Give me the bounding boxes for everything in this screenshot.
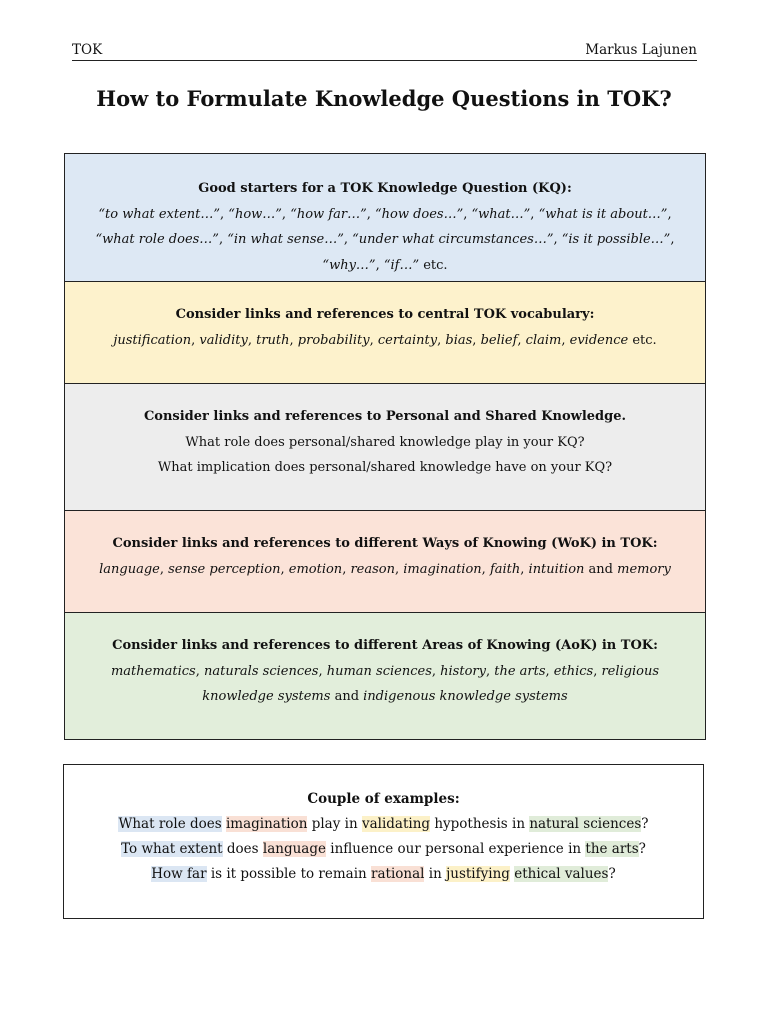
list-term: belief: [480, 332, 518, 348]
example-question: [64, 862, 703, 887]
list-term: certainty: [377, 332, 438, 348]
list-term: imagination: [403, 561, 482, 577]
list-term: “how far…”: [290, 206, 367, 222]
section-heading: Consider links and references to Personal and Shared Knowledge.: [143, 409, 627, 424]
list-term: evidence: [569, 332, 629, 348]
section-line: What role does personal/shared knowledge play in your KQ?: [185, 434, 585, 450]
header-author: Markus Lajunen: [585, 42, 697, 58]
list-term: bias: [445, 332, 473, 348]
list-term: truth: [256, 332, 290, 348]
list-term: claim: [525, 332, 562, 348]
guidance-boxes: [64, 153, 706, 740]
list-term: probability: [297, 332, 370, 348]
list-term: “to what extent…”: [98, 206, 221, 222]
highlighted-term: To what extent: [121, 841, 223, 857]
shared-knowledge-section: [65, 384, 705, 511]
starters-section: [65, 154, 705, 282]
list-term: validity: [199, 332, 248, 348]
list-term: “is it possible…”: [561, 232, 671, 247]
list-term: ethics: [553, 663, 594, 679]
list-term: “what role does…”: [95, 232, 219, 247]
list-term: naturals sciences: [204, 663, 319, 679]
aok-list: mathematics, naturals sciences, human sciences, history, the arts, ethics, religious knowledge systems and indigenous knowledge systems: [110, 663, 660, 704]
list-term: reason: [350, 561, 395, 577]
list-term: religious knowledge systems: [202, 663, 660, 704]
list-term: “in what sense…”: [227, 232, 344, 247]
section-line: What implication does personal/shared knowledge have on your KQ?: [157, 460, 613, 475]
example-text: ?: [638, 841, 646, 857]
example-question: [64, 837, 703, 862]
list-term: justification: [113, 332, 192, 348]
list-term: intuition: [528, 561, 585, 577]
list-term: memory: [617, 561, 671, 577]
example-lines: [64, 812, 703, 887]
list-term: “under what circumstances…”: [352, 232, 554, 247]
list-term: “if…”: [383, 257, 420, 273]
aok-section: [65, 613, 705, 739]
starters-list: “to what extent…”, “how…”, “how far…”, “how does…”, “what…”, “what is it about…”, “what role does…”, “in what sense…”, “under what circumstances…”, “is it possible…”, “why…”, “if…” etc.: [95, 206, 675, 273]
list-term: “what is it about…”: [538, 206, 668, 222]
highlighted-term: What role does: [118, 816, 222, 832]
list-term: the arts: [494, 663, 546, 679]
page-header: [72, 42, 697, 61]
example-text: does: [222, 841, 263, 857]
highlighted-term: How far: [151, 866, 207, 882]
section-heading: Consider links and references to central TOK vocabulary:: [175, 307, 595, 322]
section-heading: Consider links and references to different Ways of Knowing (WoK) in TOK:: [112, 536, 658, 551]
examples-box: [63, 764, 704, 919]
highlighted-term: validating: [361, 816, 431, 832]
example-text: ?: [641, 816, 649, 832]
examples-heading: Couple of examples:: [307, 791, 460, 807]
list-term: indigenous knowledge systems: [363, 689, 568, 704]
example-text: play in: [307, 816, 362, 832]
example-text: in: [424, 866, 447, 882]
highlighted-term: the arts: [585, 841, 639, 857]
list-term: human sciences: [326, 663, 432, 679]
wok-section: [65, 511, 705, 613]
example-text: is it possible to remain: [206, 866, 372, 882]
highlighted-term: justifying: [446, 866, 510, 882]
example-text: hypothesis in: [430, 816, 530, 832]
list-term: “how does…”: [374, 206, 464, 222]
example-text: influence our personal experience in: [325, 841, 586, 857]
list-term: “why…”: [322, 257, 376, 273]
highlighted-term: imagination: [225, 816, 308, 832]
vocabulary-list: justification, validity, truth, probability, certainty, bias, belief, claim, evidence etc.: [113, 332, 657, 348]
list-term: language: [99, 561, 160, 577]
highlighted-term: ethical values: [514, 866, 609, 882]
highlighted-term: language: [262, 841, 326, 857]
list-term: “what…”: [471, 206, 531, 222]
example-text: ?: [608, 866, 616, 882]
section-heading: Consider links and references to different Areas of Knowing (AoK) in TOK:: [112, 638, 658, 653]
page-title: How to Formulate Knowledge Questions in TOK?: [96, 86, 672, 111]
highlighted-term: rational: [371, 866, 425, 882]
wok-list: language, sense perception, emotion, reason, imagination, faith, intuition and memory: [99, 561, 671, 577]
section-heading: Good starters for a TOK Knowledge Question (KQ):: [198, 181, 572, 196]
list-term: sense perception: [168, 561, 281, 577]
header-course: TOK: [72, 42, 103, 58]
list-term: history: [440, 663, 486, 679]
example-question: [64, 812, 703, 837]
highlighted-term: natural sciences: [529, 816, 642, 832]
list-term: emotion: [288, 561, 343, 577]
list-term: “how…”: [228, 206, 282, 222]
list-term: mathematics: [110, 663, 196, 679]
list-term: faith: [489, 561, 521, 577]
vocabulary-section: [65, 282, 705, 384]
